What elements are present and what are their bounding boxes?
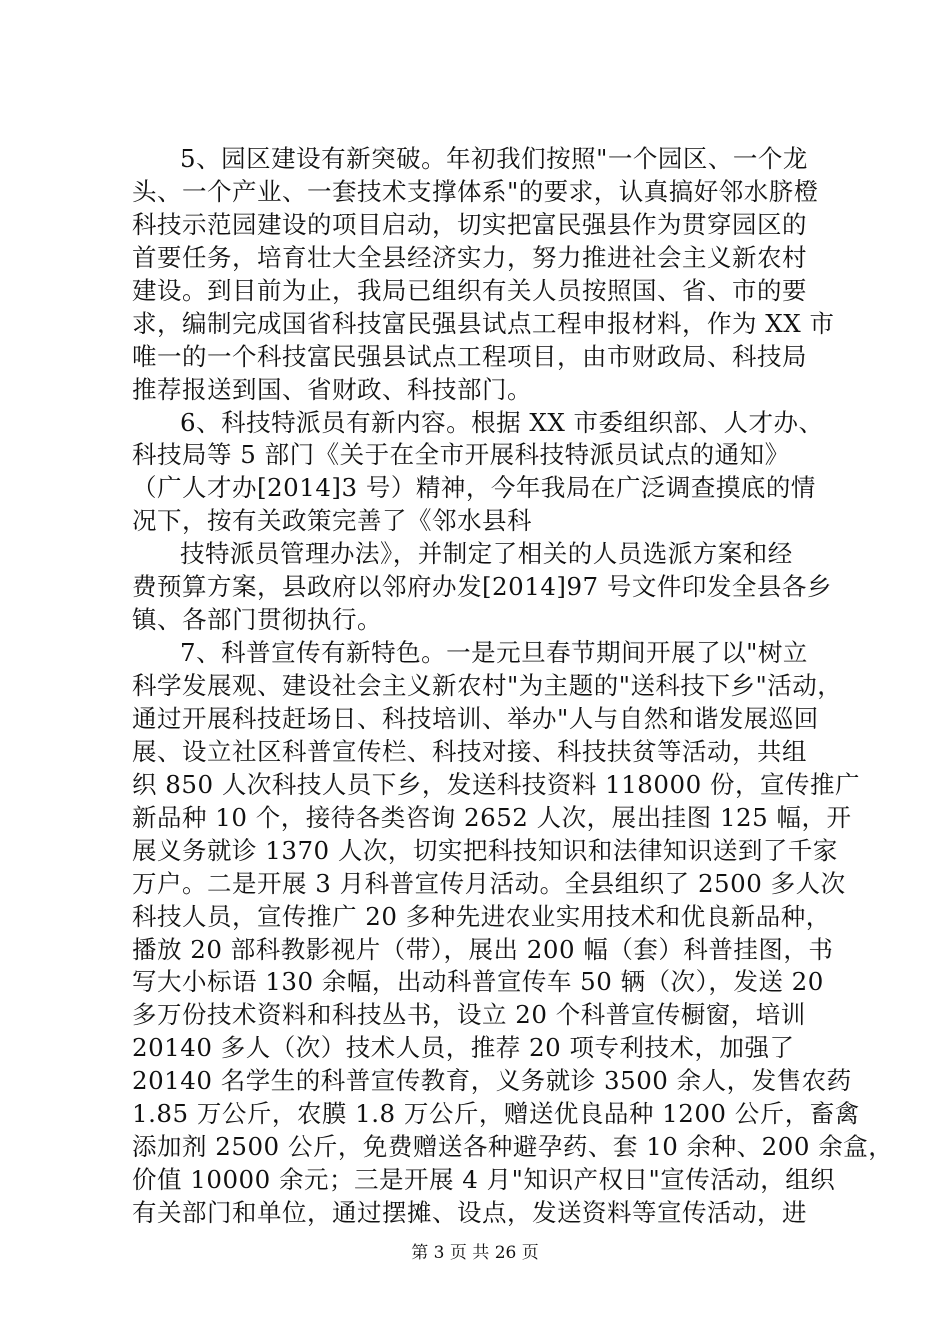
text-line: 新品种 10 个，接待各类咨询 2652 人次，展出挂图 125 幅，开: [132, 802, 852, 832]
text-line: 首要任务，培育壮大全县经济实力，努力推进社会主义新农村: [132, 242, 807, 272]
text-line: 写大小标语 130 余幅，出动科普宣传车 50 辆（次），发送 20: [132, 967, 824, 997]
text-line: 科技人员，宣传推广 20 多种先进农业实用技术和优良新品种，: [132, 901, 831, 931]
text-line: （广人才办[2014]3 号）精神，今年我局在广泛调查摸底的情: [132, 473, 816, 503]
page-number-footer: 第 3 页 共 26 页: [411, 1243, 539, 1263]
text-line: 展、设立社区科普宣传栏、科技对接、科技扶贫等活动，共组: [132, 736, 807, 766]
text-line: 价值 10000 余元；三是开展 4 月"知识产权日"宣传活动，组织: [132, 1165, 836, 1195]
text-line: 科技局等 5 部门《关于在全市开展科技特派员试点的通知》: [132, 440, 790, 470]
text-line: 1.85 万公斤，农膜 1.8 万公斤，赠送优良品种 1200 公斤，畜禽: [132, 1099, 860, 1129]
text-line: 展义务就诊 1370 人次，切实把科技知识和法律知识送到了千家: [132, 835, 838, 865]
text-line: 镇、各部门贯彻执行。: [132, 605, 382, 635]
text-line: 头、一个产业、一套技术支撑体系"的要求，认真搞好邻水脐橙: [132, 176, 819, 206]
text-line: 技特派员管理办法》，并制定了相关的人员选派方案和经: [180, 539, 793, 569]
text-line: 20140 名学生的科普宣传教育，义务就诊 3500 余人，发售农药: [132, 1066, 852, 1096]
text-line: 通过开展科技赶场日、科技培训、举办"人与自然和谐发展巡回: [132, 703, 819, 733]
text-line: 5、园区建设有新突破。年初我们按照"一个园区、一个龙: [180, 144, 808, 173]
text-line: 建设。到目前为止，我局已组织有关人员按照国、省、市的要: [132, 275, 807, 305]
text-line: 织 850 人次科技人员下乡，发送科技资料 118000 份，宣传推广: [132, 769, 860, 799]
text-line: 科技示范园建设的项目启动，切实把富民强县作为贯穿园区的: [132, 209, 807, 239]
text-line: 科学发展观、建设社会主义新农村"为主题的"送科技下乡"活动，: [132, 671, 843, 700]
text-line: 况下，按有关政策完善了《邻水县科: [132, 506, 532, 536]
text-line: 6、科技特派员有新内容。根据 XX 市委组织部、人才办、: [180, 407, 824, 437]
text-line: 有关部门和单位，通过摆摊、设点，发送资料等宣传活动，进: [132, 1198, 807, 1227]
text-line: 添加剂 2500 公斤，免费赠送各种避孕药、套 10 余种、200 余盒，: [132, 1132, 894, 1162]
text-line: 推荐报送到国、省财政、科技部门。: [132, 374, 532, 404]
text-line: 7、科普宣传有新特色。一是元旦春节期间开展了以"树立: [180, 638, 808, 668]
text-line: 费预算方案，县政府以邻府办发[2014]97 号文件印发全县各乡: [132, 572, 832, 602]
text-line: 唯一的一个科技富民强县试点工程项目，由市财政局、科技局: [132, 341, 807, 371]
text-line: 20140 多人（次）技术人员，推荐 20 项专利技术，加强了: [132, 1033, 795, 1063]
text-line: 多万份技术资料和科技丛书，设立 20 个科普宣传橱窗，培训: [132, 1000, 806, 1030]
text-line: 播放 20 部科教影视片（带），展出 200 幅（套）科普挂图，书: [132, 934, 834, 964]
text-line: 求，编制完成国省科技富民强县试点工程申报材料，作为 XX 市: [132, 308, 835, 338]
text-line: 万户。二是开展 3 月科普宣传月活动。全县组织了 2500 多人次: [132, 868, 846, 898]
